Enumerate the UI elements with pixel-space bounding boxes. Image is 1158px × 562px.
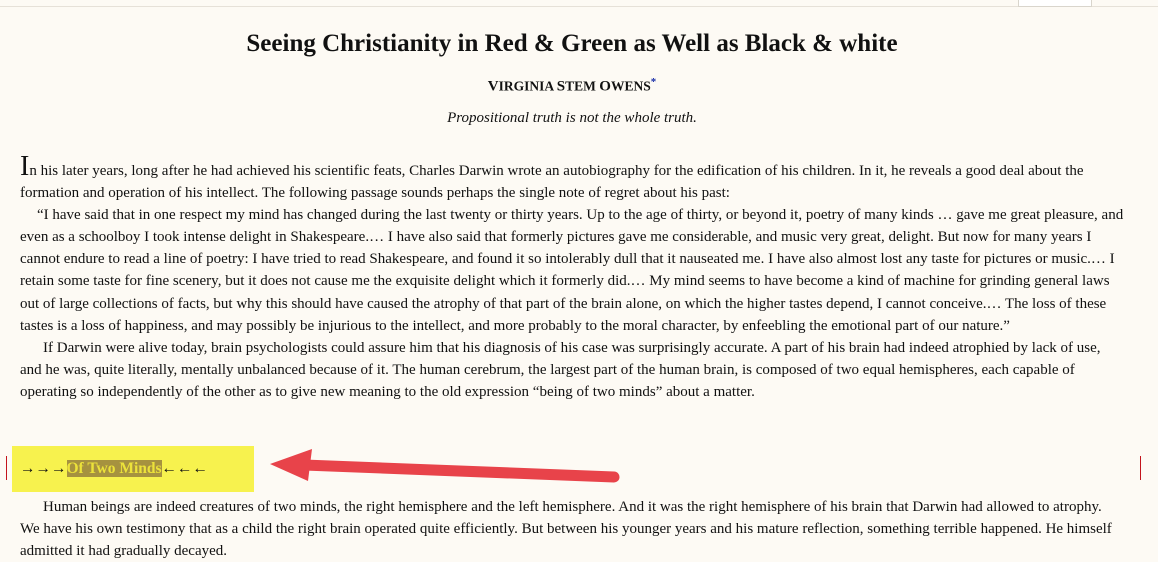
article-title: Seeing Christianity in Red & Green as Well as Black & white — [246, 30, 898, 57]
article-subtitle: Propositional truth is not the whole truth. — [447, 110, 697, 126]
block-quote: “I have said that in one respect my mind has changed during the last twenty or thirty years. Up to the age of thirty, or beyond it, poetry of many kinds … gave me great pleasure, and even as a schoolboy I took intense delight in Shakespeare.… I have also said that formerly pictures gave me considerable, and music very great, delight. But now for many years I cannot endure to read a line of poetry: I have tried to read Shakespeare, and found it so intolerably dull that it nauseated me. I have also almost lost any taste for pictures or music.… I retain some taste for fine scenery, but it does not cause me the exquisite delight which it formerly did.… My mind seems to have become a kind of machine for grinding general laws out of large collections of facts, but why this should have caused the atrophy of that part of the brain alone, on which the higher tastes depend, I cannot conceive.… The loss of these tastes is a loss of happiness, and may possibly be injurious to the intellect, and more probably to the moral character, by enfeebling the emotional part of our nature.” — [20, 207, 1124, 334]
paragraph-two-minds: Human beings are indeed creatures of two minds, the right hemisphere and the left hemisphere. And it was the right hemisphere of his brain that Darwin had allowed to atrophy. We have his own testimony that as a child the right brain operated quite efficiently. But between his younger years and his mature reflection, something terrible happened. He himself admitted it had gradually decayed. — [20, 499, 1112, 560]
annotation-arrow-icon — [268, 448, 620, 490]
drop-cap: I — [20, 151, 30, 182]
paragraph-intro: In his later years, long after he had achieved his scientific feats, Charles Darwin wrote an autobiography for the edification of his children. In it, he reveals a good deal about the formation and operation of his intellect. The following passage sounds perhaps the single note of regret about his past: — [20, 151, 1084, 202]
heading-left-arrows: →→→ — [20, 460, 67, 477]
right-margin-marker — [1140, 456, 1141, 480]
section-heading-text: Of Two Minds — [66, 460, 162, 477]
left-margin-marker — [6, 456, 7, 480]
paragraph-darwin: If Darwin were alive today, brain psychologists could assure him that his diagnosis of his case was surprisingly accurate. A part of his brain had indeed atrophied by lack of use, and he was, quite literally, mentally unbalanced because of it. The human cerebrum, the largest part of the human brain, is composed of two equal hemispheres, each capable of operating so independently of the other as to give new meaning to the old expression “being of two minds” about a matter. — [20, 339, 1101, 400]
article-body — [20, 151, 1124, 403]
article-author: VIRGINIA STEM OWENS* — [487, 76, 657, 95]
section-heading — [20, 460, 208, 478]
footnote-link[interactable]: * — [650, 76, 657, 88]
article-body-continued — [20, 496, 1124, 562]
heading-right-arrows: ←←← — [161, 460, 209, 477]
